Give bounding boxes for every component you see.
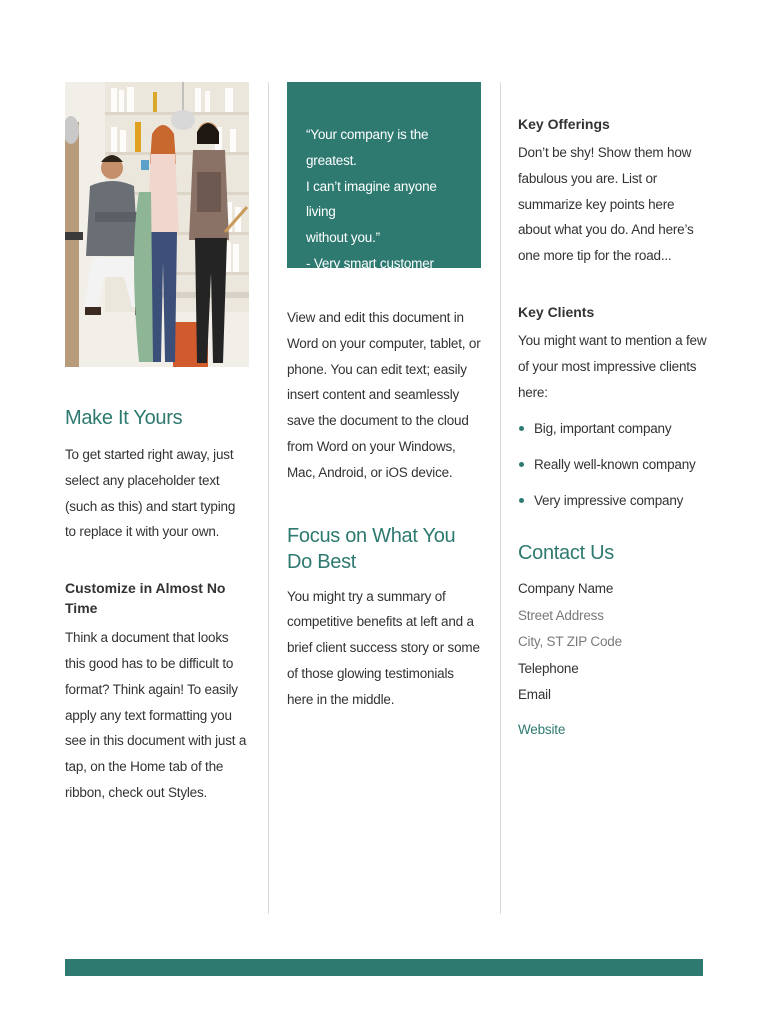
client-name: Really well-known company xyxy=(534,457,696,473)
column-divider xyxy=(500,82,501,914)
list-item xyxy=(518,455,708,475)
clients-list xyxy=(518,419,708,511)
website-link[interactable]: Website xyxy=(518,721,566,737)
key-offerings-heading: Key Offerings xyxy=(518,116,610,132)
hero-photo xyxy=(65,82,249,367)
make-it-yours-heading: Make It Yours xyxy=(65,407,183,429)
list-item xyxy=(518,491,708,511)
focus-text: You might try a summary of competitive benefits at left and a brief client success story or some of those glowing testimonials here in the middle. xyxy=(287,588,480,707)
photo-people-in-studio-icon xyxy=(65,82,249,367)
contact-heading: Contact Us xyxy=(518,542,614,565)
view-edit-text: View and edit this document in Word on your computer, tablet, or phone. You can edit text; easily insert content and seamlessly save the document to the cloud from Word on your Windows, Mac, Android, or iOS device. xyxy=(287,310,481,480)
left-column xyxy=(65,82,249,806)
city-state-zip: City, ST ZIP Code xyxy=(518,634,622,650)
client-name: Very impressive company xyxy=(534,493,684,509)
bullet-icon xyxy=(519,426,524,431)
street-address: Street Address xyxy=(518,607,604,623)
company-name: Company Name xyxy=(518,581,614,597)
key-clients-text: You might want to mention a few of your most impressive clients here: xyxy=(518,332,707,400)
focus-heading: Focus on What You Do Best xyxy=(287,524,456,573)
quote-line: I can’t imagine anyone living xyxy=(306,178,437,220)
contact-block xyxy=(518,576,708,743)
list-item xyxy=(518,419,708,439)
quote-line: without you.” xyxy=(306,230,380,246)
telephone: Telephone xyxy=(518,660,579,676)
right-column xyxy=(518,82,708,743)
middle-column xyxy=(287,82,481,713)
customize-text: Think a document that looks this good has to be difficult to format? Think again! To easily apply any text formatting you see in this document with just a tap, on the Home tab of the ribbon, check out Styles. xyxy=(65,630,247,800)
customize-heading: Customize in Almost No Time xyxy=(65,580,226,617)
make-it-yours-text: To get started right away, just select any placeholder text (such as this) and start typing to replace it with your own. xyxy=(65,447,236,540)
email: Email xyxy=(518,687,551,703)
client-name: Big, important company xyxy=(534,421,672,437)
key-clients-heading: Key Clients xyxy=(518,303,595,320)
footer-bar xyxy=(65,959,703,976)
column-divider xyxy=(268,82,269,914)
quote-line: “Your company is the greatest. xyxy=(306,127,429,168)
quote-attribution: - Very smart customer xyxy=(306,255,434,271)
bullet-icon xyxy=(519,498,524,503)
bullet-icon xyxy=(519,462,524,467)
testimonial-box xyxy=(287,82,481,271)
key-offerings-text: Don’t be shy! Show them how fabulous you are. List or summarize key points here about what you do. And here’s one more tip for the road... xyxy=(518,145,694,264)
